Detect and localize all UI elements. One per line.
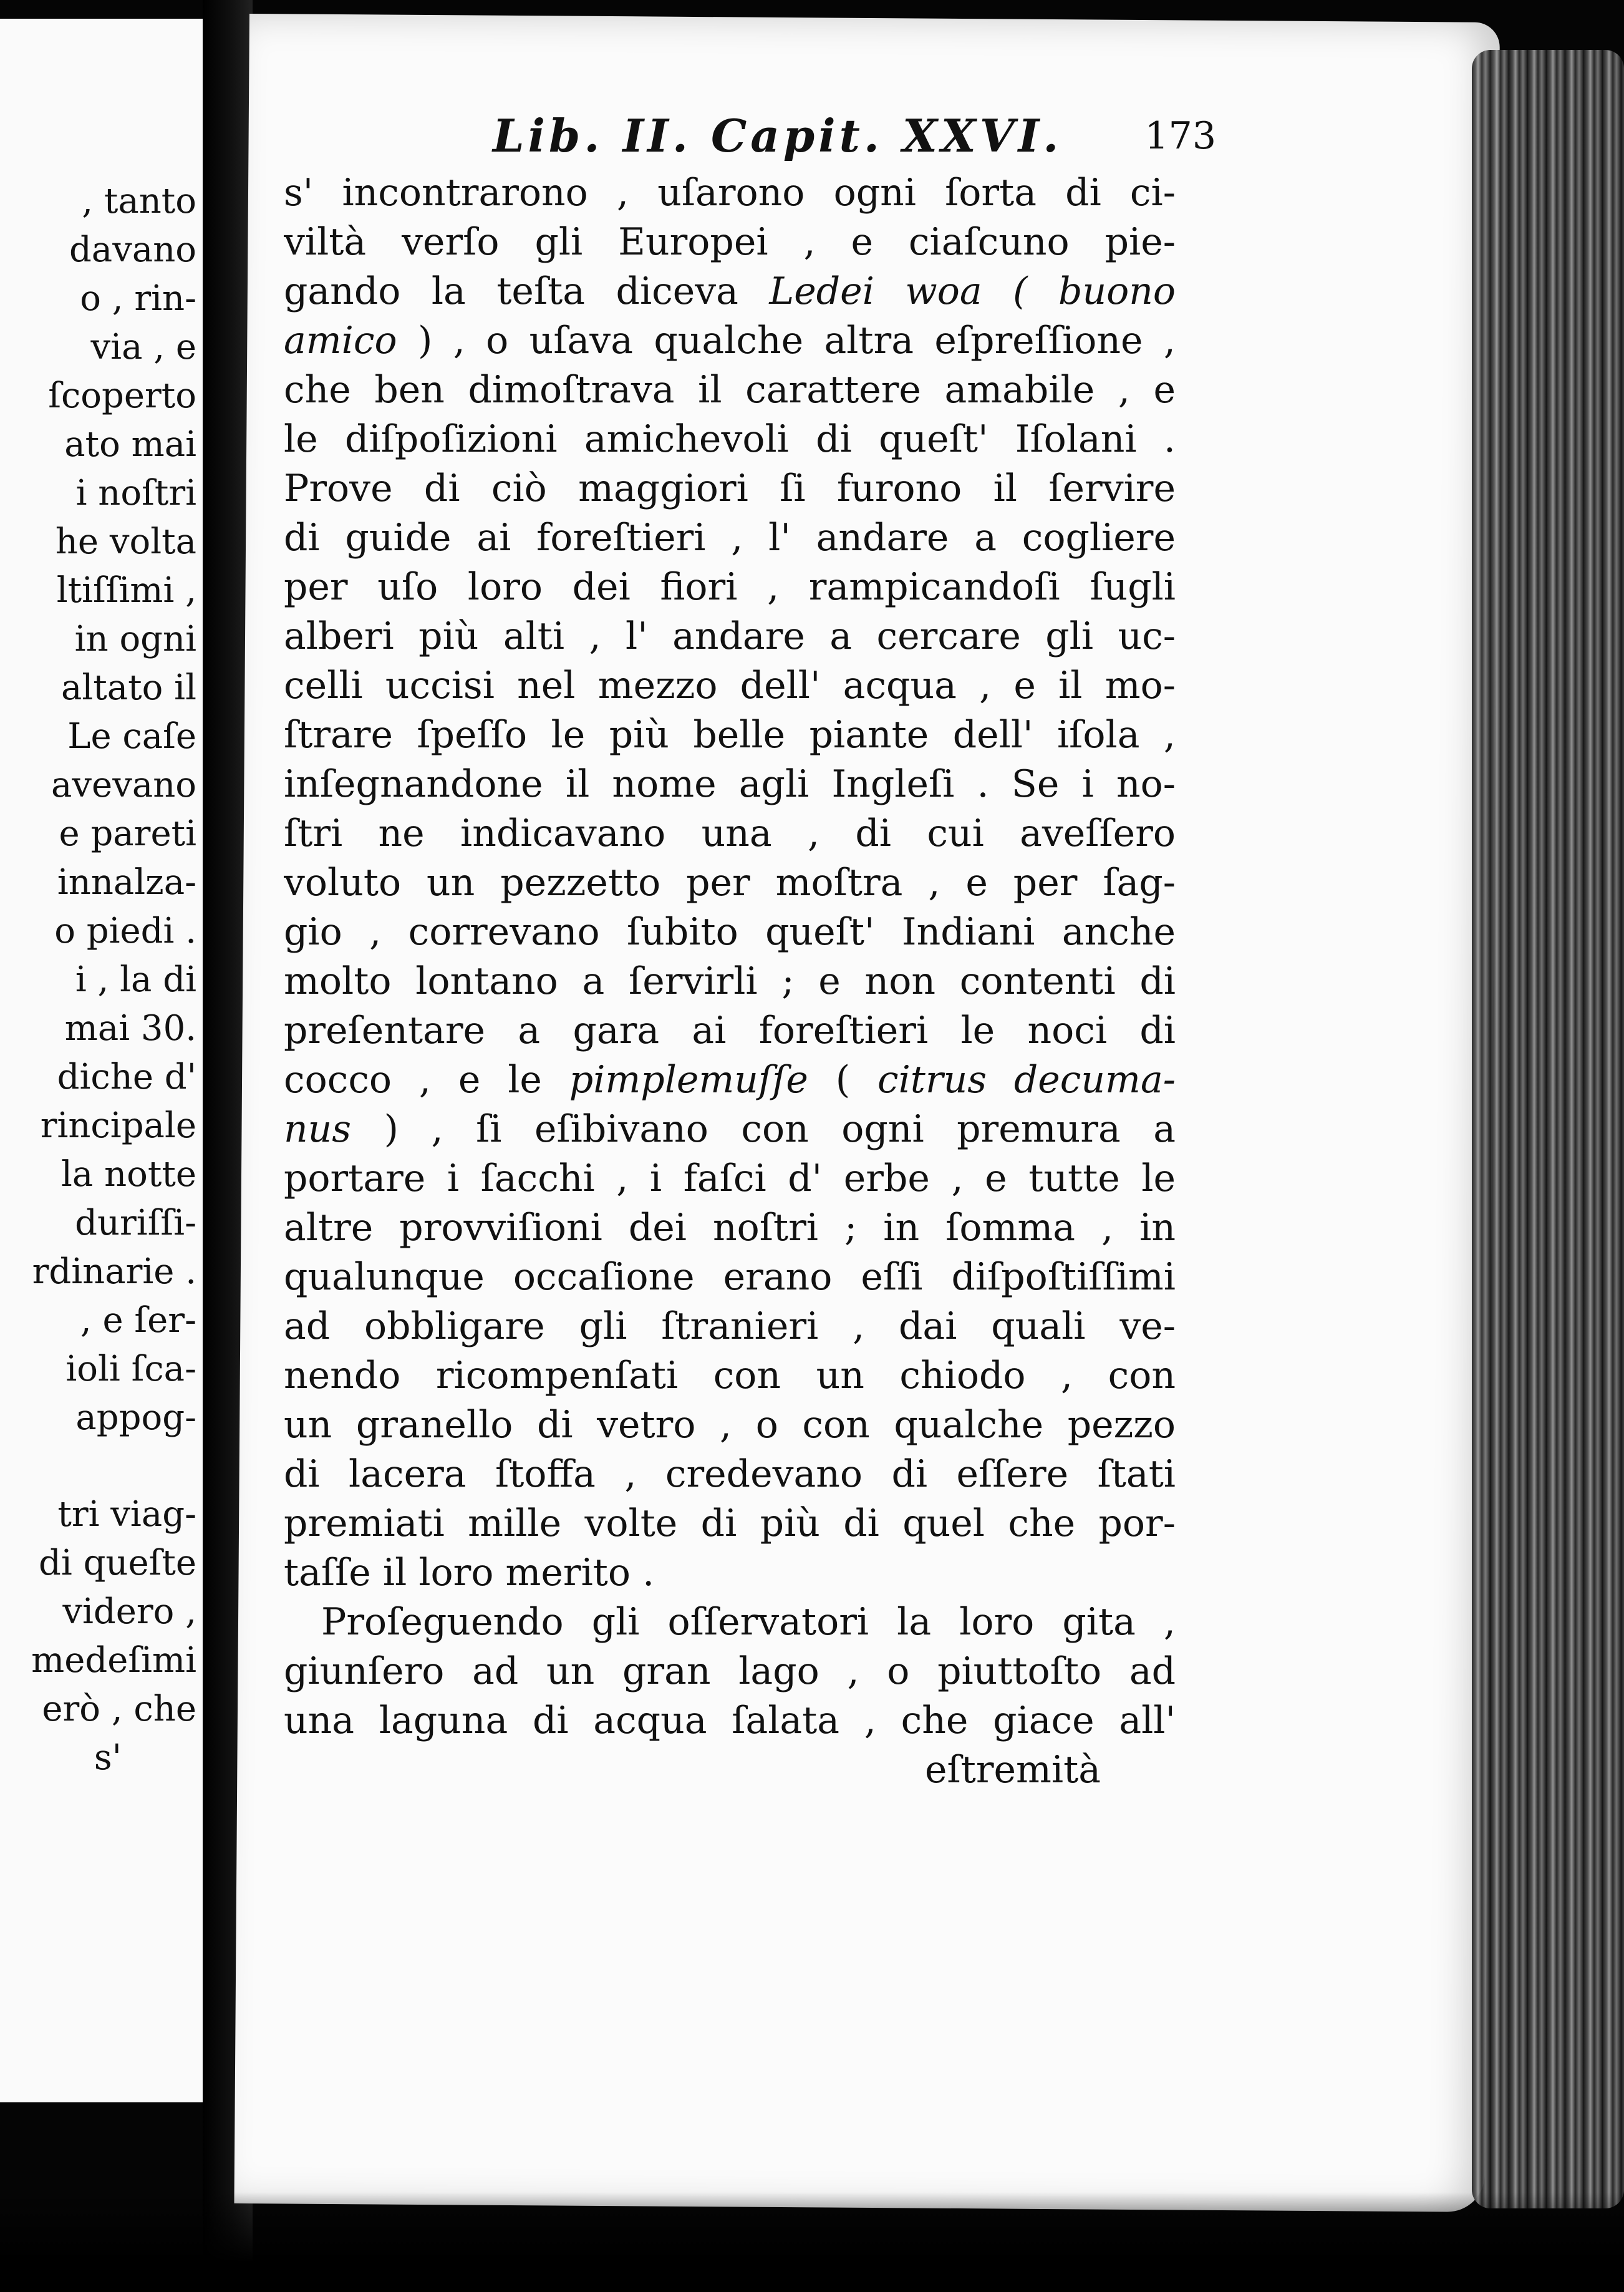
text-line: celli uccisi nel mezzo dell' acqua , e il mo-: [284, 664, 1176, 707]
left-page-line: rincipale: [40, 1105, 196, 1146]
left-page-line: via , e: [90, 327, 196, 367]
text-line: gio , correvano ſubito queſt' Indiani anche: [284, 910, 1176, 954]
text-line: nendo ricompenſati con un chiodo , con: [284, 1354, 1176, 1397]
text-line: molto lontano a ſervirli ; e non contenti di: [284, 959, 1176, 1003]
text-line: portare i ſacchi , i faſci d' erbe , e tutte le: [284, 1157, 1176, 1200]
left-page-line: erò , che: [42, 1689, 196, 1729]
text-line: ſtri ne indicavano una , di cui aveſſero: [284, 812, 1176, 855]
bottom-shadow: [0, 2192, 1624, 2292]
left-page-line: ato mai: [64, 424, 196, 465]
text-line: gando la teſta diceva Ledei woa ( buono: [284, 270, 1176, 313]
left-page-line: avevano: [51, 765, 196, 805]
text-line: Prove di ciò maggiori ſi furono il ſervire: [284, 467, 1176, 510]
left-page-line: altato il: [60, 668, 196, 708]
running-head: Lib. II. Capit. XXVI.: [493, 109, 1063, 162]
text-line: ſtrare ſpeſſo le più belle piante dell' iſola ,: [284, 713, 1176, 757]
text-line: che ben dimoſtrava il carattere amabile , e: [284, 368, 1176, 412]
text-line: una laguna di acqua ſalata , che giace all': [284, 1699, 1176, 1742]
left-page-line: ioli ſca-: [65, 1349, 196, 1389]
text-line: un granello di vetro , o con qualche pezzo: [284, 1403, 1176, 1447]
left-page-line: la notte: [60, 1154, 196, 1195]
text-line: qualunque occaſione erano eſſi diſpoſtiſſimi: [284, 1255, 1176, 1299]
left-page-line: innalza-: [57, 862, 196, 903]
text-line: giunſero ad un gran lago , o piuttoſto ad: [284, 1649, 1176, 1693]
text-line: taſſe il loro merito .: [284, 1551, 655, 1595]
body-text: [284, 168, 1176, 1795]
left-page-line: o , rin-: [80, 278, 196, 319]
text-line: per uſo loro dei fiori , rampicandoſi ſugli: [284, 565, 1176, 609]
text-line: Proſeguendo gli oſſervatori la loro gita ,: [321, 1600, 1176, 1644]
left-page-line: tri viag-: [57, 1494, 196, 1535]
text-line: s' incontrarono , uſarono ogni ſorta di ci-: [284, 171, 1176, 215]
left-page-line: rdinarie .: [32, 1251, 196, 1292]
left-page-line: he volta: [55, 522, 196, 562]
left-page-line: e pareti: [59, 813, 196, 854]
left-page-line: in ogni: [74, 619, 196, 659]
text-line: preſentare a gara ai foreſtieri le noci di: [284, 1009, 1176, 1052]
page-edge-stack: [1472, 50, 1624, 2208]
text-line: altre provviſioni dei noſtri ; in ſomma , in: [284, 1206, 1176, 1250]
text-line: le diſpoſizioni amichevoli di queſt' Iſolani .: [284, 417, 1176, 461]
catchword: eſtremità: [925, 1748, 1101, 1792]
left-page-line: ltiſſimi ,: [56, 570, 196, 611]
left-page-line: medeſimi: [31, 1640, 196, 1681]
left-page-line: s': [94, 1737, 122, 1778]
text-line: amico ) , o uſava qualche altra eſpreſſione ,: [284, 319, 1176, 362]
left-page-line: i noſtri: [75, 473, 196, 513]
left-page-line: diche d': [57, 1057, 196, 1097]
text-line: cocco , e le pimplemuſſe ( citrus decuma-: [284, 1058, 1176, 1102]
left-page-line: videro ,: [62, 1591, 196, 1632]
left-page-line: appog-: [75, 1397, 196, 1438]
text-line: alberi più alti , l' andare a cercare gli uc-: [284, 614, 1176, 658]
text-line: ad obbligare gli ſtranieri , dai quali ve-: [284, 1304, 1176, 1348]
text-line: viltà verſo gli Europei , e ciaſcuno pie-: [284, 220, 1176, 264]
left-page-line: mai 30.: [64, 1008, 196, 1049]
left-page-line: davano: [69, 230, 196, 270]
left-page-line: duriſſi-: [75, 1203, 196, 1243]
left-page-line: Le caſe: [67, 716, 196, 757]
left-page-line: i , la di: [75, 959, 196, 1000]
previous-page-fragment: [0, 19, 211, 2102]
left-page-line: o piedi .: [54, 911, 196, 951]
text-line: nus ) , ſi eſibivano con ogni premura a: [284, 1107, 1176, 1151]
text-line: voluto un pezzetto per moſtra , e per ſag-: [284, 861, 1176, 905]
text-line: premiati mille volte di più di quel che por-: [284, 1502, 1176, 1545]
page-header: [493, 109, 1229, 172]
text-line: inſegnandone il nome agli Ingleſi . Se i no-: [284, 762, 1176, 806]
page-number: 173: [1144, 114, 1216, 158]
left-page-line: , e ſer-: [80, 1300, 196, 1341]
text-line: di lacera ſtoffa , credevano di eſſere ſtati: [284, 1452, 1176, 1496]
left-page-line: ſcoperto: [48, 376, 196, 416]
left-page-line: di queſte: [39, 1543, 196, 1583]
left-page-line: , tanto: [82, 181, 196, 221]
text-line: di guide ai foreſtieri , l' andare a cogliere: [284, 516, 1176, 560]
